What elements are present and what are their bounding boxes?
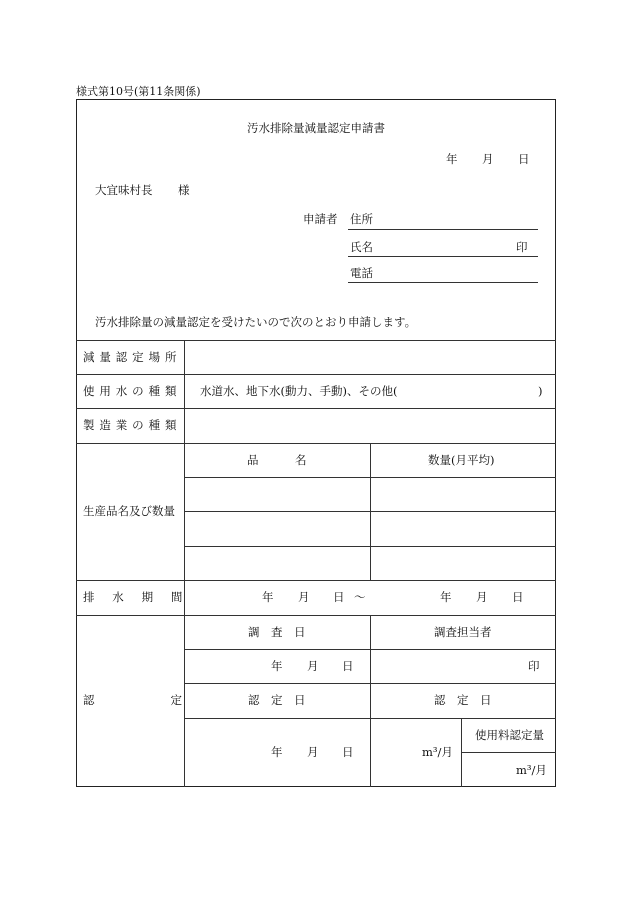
column-divider: [461, 718, 462, 787]
date-month: 月: [482, 152, 494, 166]
row-divider: [76, 374, 556, 375]
fee-volume-unit: m³/月: [516, 763, 547, 777]
approval-label: 認 定: [83, 693, 182, 707]
approval-year: 年: [271, 745, 283, 759]
application-statement: 汚水排除量の減量認定を受けたいので次のとおり申請します。: [95, 315, 417, 329]
applicant-address-label: 住所: [350, 212, 373, 226]
water-type-options: 水道水、地下水(動力、手動)、その他(: [200, 384, 398, 398]
approval-date-header-2: 認 定 日: [434, 693, 492, 707]
applicant-label: 申請者: [303, 212, 338, 226]
addressee-honorific: 様: [178, 183, 190, 197]
product-quantity-header: 数量(月平均): [428, 453, 495, 467]
row-divider: [76, 580, 556, 581]
period-start-month: 月: [298, 590, 310, 604]
survey-date-header: 調 査 日: [248, 625, 306, 639]
date-year: 年: [446, 152, 458, 166]
name-underline: [348, 256, 538, 257]
column-divider: [370, 443, 371, 580]
fee-volume-header: 使用料認定量: [475, 728, 544, 742]
survey-day: 日: [342, 659, 354, 673]
period-start-year: 年: [262, 590, 274, 604]
period-end-day: 日: [512, 590, 524, 604]
products-label: 生産品名及び数量: [83, 504, 175, 518]
approval-month: 月: [307, 745, 319, 759]
row-divider: [76, 340, 556, 341]
survey-month: 月: [307, 659, 319, 673]
address-underline: [348, 229, 538, 230]
applicant-name-label: 氏名: [350, 240, 373, 254]
row-divider: [76, 615, 556, 616]
surveyor-seal: 印: [528, 659, 540, 673]
approval-date-header: 認 定 日: [248, 693, 306, 707]
period-end-year: 年: [440, 590, 452, 604]
form-number-label: 様式第10号(第11条関係): [76, 85, 201, 98]
row-divider: [461, 752, 556, 753]
row-divider: [76, 408, 556, 409]
approval-volume-unit: m³/月: [422, 745, 453, 759]
period-end-month: 月: [476, 590, 488, 604]
surveyor-header: 調査担当者: [434, 625, 492, 639]
approval-day: 日: [342, 745, 354, 759]
addressee-name: 大宜味村長: [95, 183, 153, 197]
period-label: 排 水 期 間: [83, 590, 183, 604]
water-type-label: 使 用 水 の 種 類: [83, 384, 177, 398]
row-divider: [76, 443, 556, 444]
survey-year: 年: [271, 659, 283, 673]
form-title: 汚水排除量減量認定申請書: [247, 121, 385, 135]
period-start-day: 日: [333, 590, 345, 604]
applicant-seal: 印: [516, 240, 528, 254]
column-divider: [184, 340, 185, 787]
applicant-phone-label: 電話: [350, 266, 373, 280]
location-label: 減 量 認 定 場 所: [83, 350, 177, 364]
date-day: 日: [518, 152, 530, 166]
phone-underline: [348, 282, 538, 283]
period-tilde: 〜: [354, 590, 366, 604]
product-name-header: 品 名: [247, 453, 307, 467]
water-type-close-paren: ): [538, 384, 543, 398]
column-divider: [370, 615, 371, 787]
industry-label: 製 造 業 の 種 類: [83, 418, 177, 432]
